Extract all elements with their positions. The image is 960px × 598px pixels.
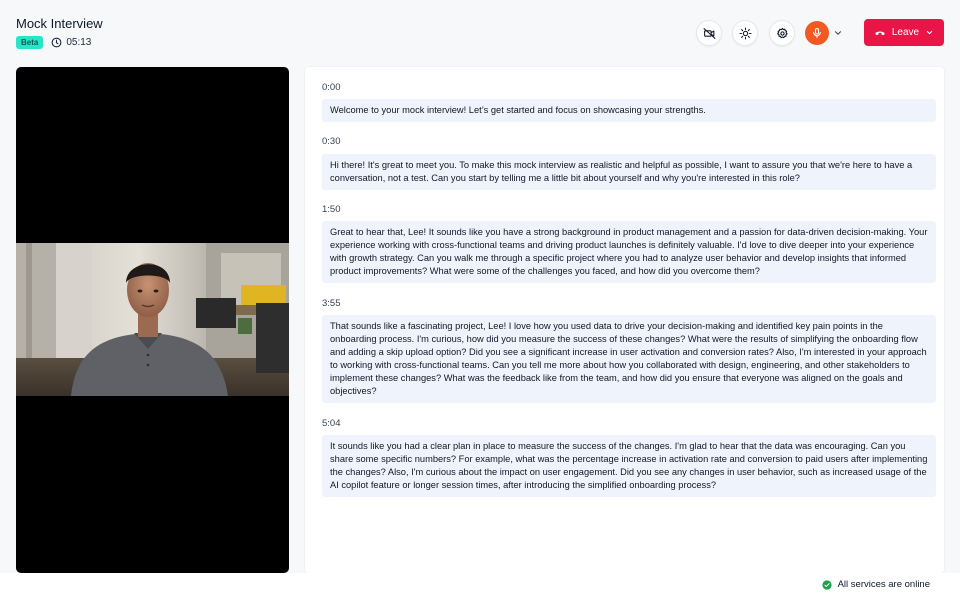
transcript-entry [322,136,936,190]
entry-timestamp: 0:00 [322,82,341,93]
beta-badge: Beta [16,36,43,49]
service-status [822,579,930,590]
entry-message: Welcome to your mock interview! Let’s get started and focus on showcasing your strengths. [322,99,936,122]
chevron-down-icon [925,28,934,37]
session-timer [51,37,91,48]
video-panel [16,67,289,573]
meta-row [16,35,91,49]
entry-message: Hi there! It's great to meet you. To make this mock interview as realistic and helpful as possible, I want to assure you that we're here to have a conversation, not a test. Can you start by telling me a little bit about yourself and why you're interested in this role? [322,154,936,190]
timer-value: 05:13 [66,36,92,48]
clock-icon [51,37,62,48]
status-text: All services are online [837,579,930,590]
interviewer-video-image [16,243,289,396]
camera-toggle-button[interactable] [696,20,722,46]
leave-label: Leave [891,27,920,38]
microphone-button[interactable] [805,21,829,45]
entry-message: Great to hear that, Lee! It sounds like you have a strong background in product management and a passion for data-driven decision-making. Your experience working with cross-functional teams and driving product launches is definitely valuable. I'd love to dive deeper into your experience with growth strategy. Can you walk me through a specific project where you had to analyze user behavior and develop insights that informed product improvements? What were some of the challenges you faced, and how did you overcome them? [322,221,936,283]
entry-message: That sounds like a fascinating project, Lee! I love how you used data to drive your decision-making and identified key pain points in the onboarding process. I'm curious, how did you measure the success of these changes? What were the results of simplifying the onboarding flow and adding a skip upload option? Did you see a significant increase in user activation and conversion rates? Also, I'm interested in your approach to working with cross-functional teams. Can you tell me more about how you collaborated with design, engineering, and other stakeholders to implement these changes? What was the feedback like from the team, and how did you ensure that everyone was aligned on the goals and objectives? [322,315,936,403]
entry-timestamp: 5:04 [322,418,341,429]
check-circle-icon [822,580,832,590]
gear-icon [776,27,789,40]
interviewer-video [16,243,289,396]
leave-button[interactable] [864,19,944,46]
entry-timestamp: 1:50 [322,204,341,215]
page-title: Mock Interview [16,16,103,31]
transcript-entry [322,82,936,122]
footer [0,573,960,598]
transcript-panel [305,67,944,573]
transcript-entry [322,418,936,497]
chevron-down-icon[interactable] [833,28,843,38]
entry-message: It sounds like you had a clear plan in place to measure the success of the changes. I'm glad to hear that the data was encouraging. Can you share some specific numbers? For example, what was the percentage increase in activation rate and conversion to paid users after implementing the changes? Also, I'm curious about the impact on user engagement. Did you see any changes in user behavior, such as increased usage of the AI copilot feature or longer session times, after introducing the simplified onboarding process? [322,435,936,497]
settings-button[interactable] [769,20,795,46]
entry-timestamp: 0:30 [322,136,341,147]
camera-off-icon [703,27,716,40]
transcript-entry [322,298,936,403]
entry-timestamp: 3:55 [322,298,341,309]
brightness-button[interactable] [732,20,758,46]
microphone-icon [811,27,823,39]
brightness-icon [739,27,752,40]
header [0,0,960,64]
transcript-entry [322,204,936,283]
phone-hangup-icon [874,27,886,39]
